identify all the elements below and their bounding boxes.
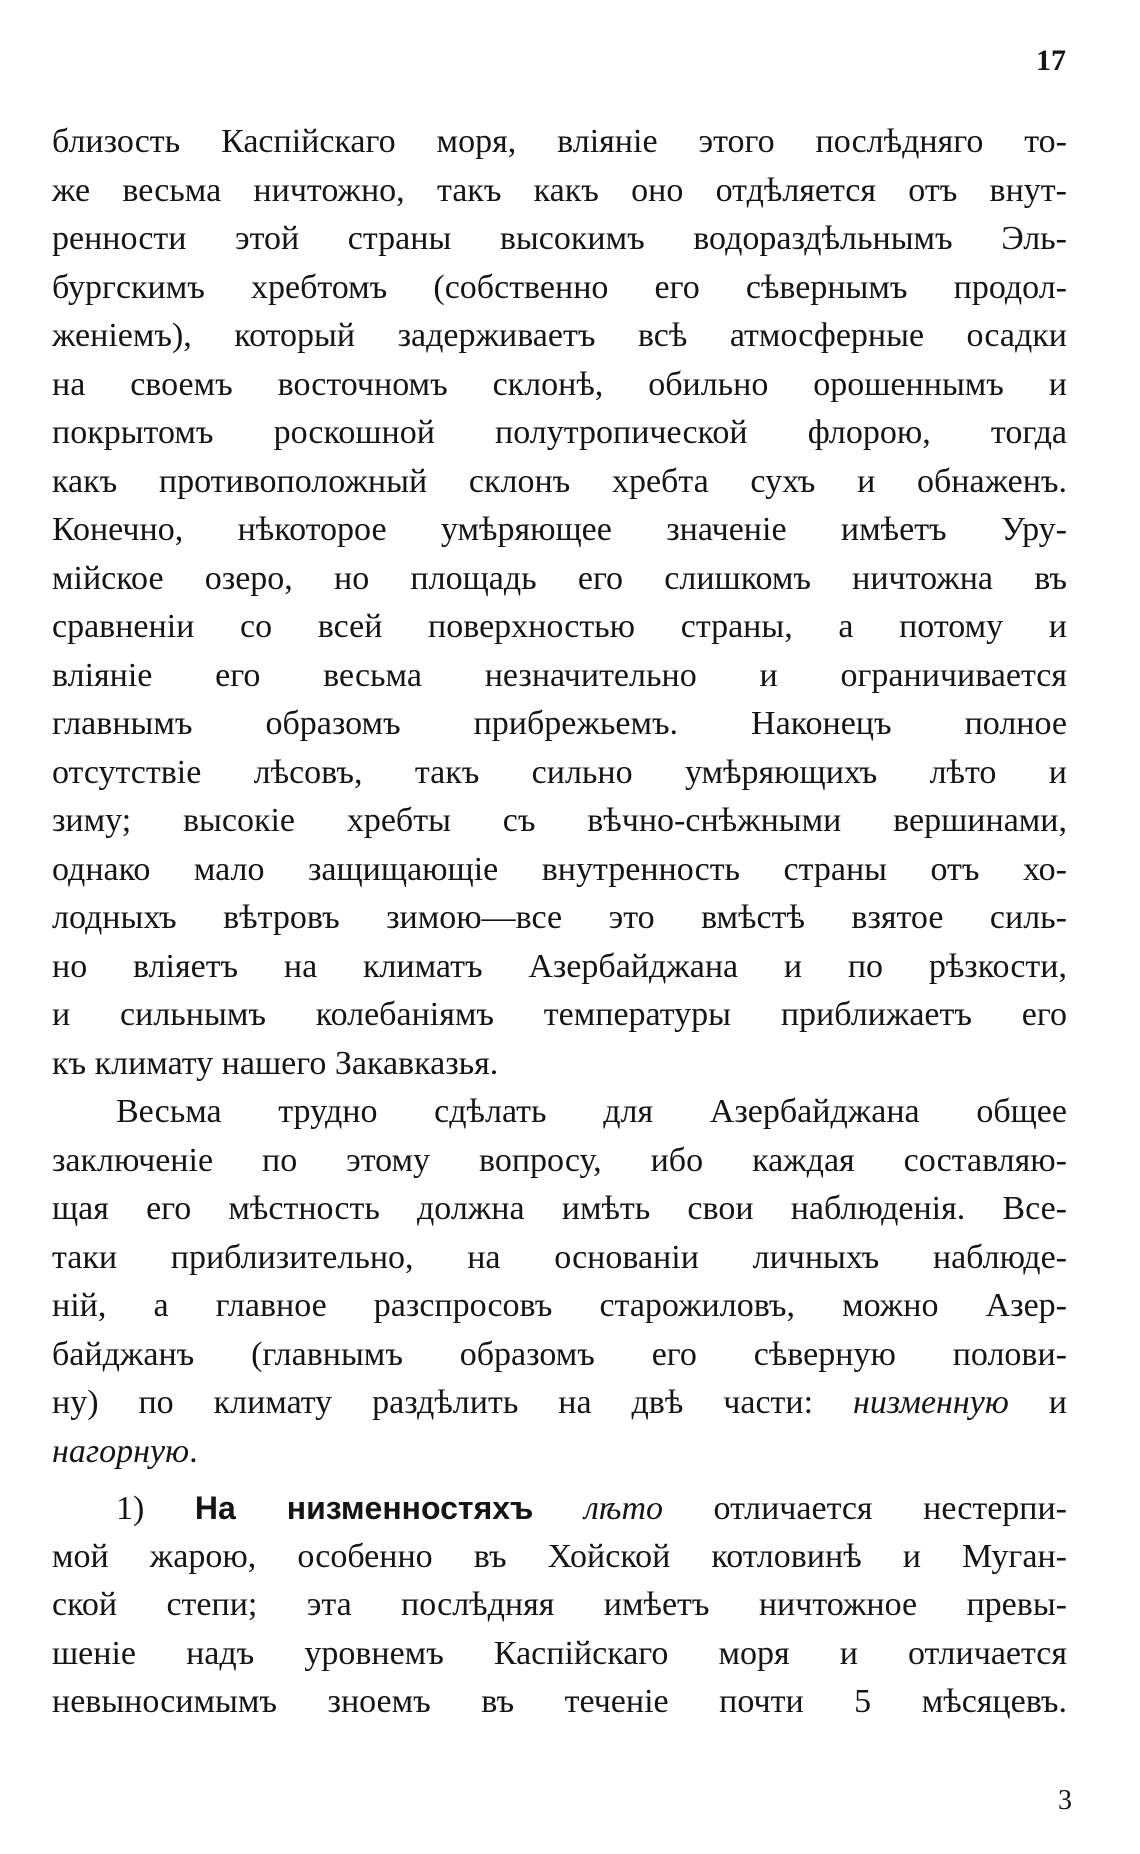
- text-line: покрытомъ роскошной полутропической флорою, тогда: [52, 414, 1067, 451]
- text-line: сравненіи со всей поверхностью страны, а потому и: [52, 608, 1067, 645]
- text-line: близость Каспійскаго моря, вліяніе этого послѣдняго то-: [52, 123, 1067, 160]
- text-line: и сильнымъ колебаніямъ температуры приближаетъ его: [52, 996, 1067, 1033]
- text-line: ній, а главное разспросовъ старожиловъ, можно Азер-: [52, 1287, 1067, 1324]
- text-line: женіемъ), который задерживаетъ всѣ атмосферные осадки: [52, 317, 1067, 354]
- text-line: [52, 1379, 1067, 1428]
- section-number: 1): [116, 1490, 195, 1527]
- line-text: и: [1008, 1384, 1067, 1421]
- text-line: бургскимъ хребтомъ (собственно его сѣвернымъ продол-: [52, 268, 1067, 306]
- italic-term-highland: нагорную: [52, 1432, 190, 1470]
- document-body: [52, 118, 1067, 1727]
- text-line: на своемъ восточномъ склонѣ, обильно орошеннымъ и: [52, 365, 1067, 403]
- paragraph-2: [52, 1088, 1067, 1476]
- text-line: мійское озеро, но площадь его слишкомъ ничтожна въ: [52, 559, 1067, 597]
- text-line: невыносимымъ зноемъ въ теченіе почти 5 мѣсяцевъ.: [52, 1683, 1067, 1720]
- italic-term-summer: лѣто: [583, 1490, 663, 1527]
- text-line: таки приблизительно, на основаніи личныхъ наблюде-: [52, 1238, 1067, 1276]
- text-line: но вліяетъ на климатъ Азербайджана и по рѣзкости,: [52, 947, 1067, 985]
- text-line: ской степи; эта послѣдняя имѣетъ ничтожное превы-: [52, 1586, 1067, 1623]
- text-line: Конечно, нѣкоторое умѣряющее значеніе имѣетъ Уру-: [52, 511, 1067, 548]
- italic-term-lowland: низменную: [852, 1384, 1009, 1421]
- line-text: ну) по климату раздѣлить на двѣ части:: [52, 1384, 853, 1421]
- paragraph-1: [52, 118, 1067, 1088]
- text-line: шеніе надъ уровнемъ Каспійскаго моря и отличается: [52, 1634, 1067, 1672]
- text-line: ренности этой страны высокимъ водораздѣльнымъ Эль-: [52, 220, 1067, 257]
- text-line: главнымъ образомъ прибрежьемъ. Наконецъ полное: [52, 705, 1067, 742]
- text-line: къ климату нашего Закавказья.: [52, 1044, 499, 1082]
- text-line: заключеніе по этому вопросу, ибо каждая составляю-: [52, 1141, 1067, 1179]
- paragraph-3: [52, 1484, 1067, 1727]
- text-line: [52, 1428, 1067, 1477]
- line-text: отличается нестерпи-: [663, 1490, 1068, 1527]
- text-line: щая его мѣстность должна имѣть свои наблюденія. Все-: [52, 1190, 1067, 1227]
- text-line: мой жарою, особенно въ Хойской котловинѣ и Муган-: [52, 1537, 1067, 1575]
- text-line: какъ противоположный склонъ хребта сухъ и обнаженъ.: [52, 462, 1067, 500]
- line-text: .: [189, 1432, 198, 1470]
- line-text: [533, 1490, 584, 1527]
- text-line: отсутствіе лѣсовъ, такъ сильно умѣряющихъ лѣто и: [52, 753, 1067, 791]
- text-line: Весьма трудно сдѣлать для Азербайджана общее: [116, 1093, 1067, 1130]
- text-line: лодныхъ вѣтровъ зимою—все это вмѣстѣ взятое силь-: [52, 899, 1067, 936]
- page-number: 17: [1036, 44, 1066, 77]
- text-line: зиму; высокіе хребты съ вѣчно-снѣжными вершинами,: [52, 802, 1067, 839]
- text-line: же весьма ничтожно, такъ какъ оно отдѣляется отъ внут-: [52, 171, 1067, 209]
- text-line: вліяніе его весьма незначительно и ограничивается: [52, 656, 1067, 694]
- signature-mark: 3: [1058, 1785, 1072, 1816]
- text-line: байджанъ (главнымъ образомъ его сѣверную полови-: [52, 1335, 1067, 1373]
- section-heading: На низменностяхъ: [194, 1490, 534, 1526]
- text-line: [52, 1484, 1067, 1533]
- text-line: однако мало защищающіе внутренность страны отъ хо-: [52, 850, 1067, 888]
